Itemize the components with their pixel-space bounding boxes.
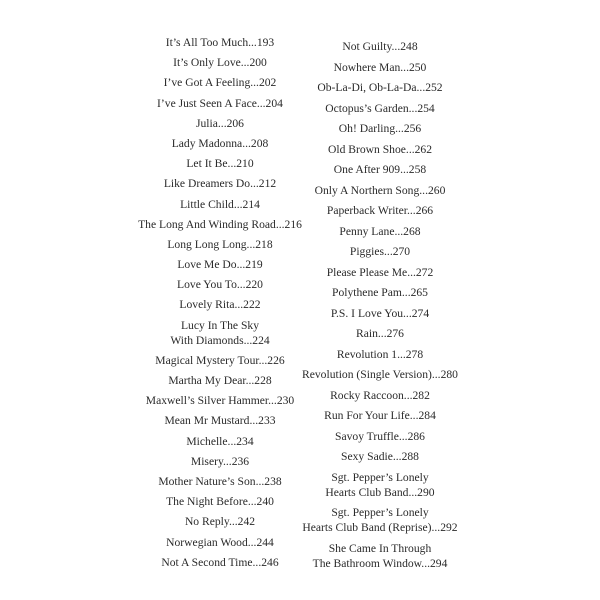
index-entry-line: The Night Before...240	[166, 495, 274, 509]
index-entry-ob-la-di-ob-la-da	[292, 80, 468, 95]
index-entry-line: Rocky Raccoon...282	[330, 388, 430, 402]
index-entry-not-guilty	[292, 39, 468, 54]
index-entry-savoy-truffle	[292, 429, 468, 444]
index-entry-revolution-1	[292, 347, 468, 362]
index-entry-line: No Reply...242	[184, 515, 256, 529]
index-entry-line: The Bathroom Window...294	[312, 556, 448, 570]
index-entry-line: Revolution 1...278	[336, 347, 424, 361]
index-entry-i-ve-got-a-feeling	[132, 75, 308, 90]
index-entry-line: The Long And Winding Road...216	[138, 217, 302, 231]
index-entry-line: I’ve Just Seen A Face...204	[157, 96, 283, 110]
index-entry-run-for-your-life	[292, 408, 468, 423]
index-entry-line: Sgt. Pepper’s Lonely	[331, 470, 429, 484]
index-entry-line: Long Long Long...218	[167, 237, 273, 251]
index-entry-line: Hearts Club Band (Reprise)...292	[302, 521, 458, 534]
index-entry-line: Little Child...214	[180, 197, 260, 211]
index-entry-line: She Came In Through	[328, 541, 432, 555]
index-entry-line: Not A Second Time...246	[161, 555, 279, 569]
index-column-left	[132, 35, 308, 570]
index-entry-piggies	[292, 244, 468, 259]
index-entry-line: Octopus’s Garden...254	[325, 101, 435, 115]
index-entry-line: It’s All Too Much...193	[165, 36, 275, 49]
index-entry-love-you-to	[132, 277, 308, 292]
index-entry-mother-nature-s-son	[132, 474, 308, 489]
index-entry-line: Run For Your Life...284	[324, 409, 436, 422]
index-entry-no-reply	[132, 514, 308, 529]
index-entry-polythene-pam	[292, 285, 468, 300]
index-entry-line: Rain...276	[356, 327, 404, 340]
index-entry-lady-madonna	[132, 136, 308, 151]
index-entry-revolution-single-version	[292, 367, 468, 382]
index-entry-line: Martha My Dear...228	[168, 374, 272, 387]
index-entry-line: Only A Northern Song...260	[314, 183, 446, 197]
index-entry-line: Let It Be...210	[186, 157, 254, 171]
index-entry-lovely-rita	[132, 297, 308, 312]
index-entry-line: Love Me Do...219	[177, 258, 263, 272]
index-entry-line: Lucy In The Sky	[180, 318, 260, 332]
index-entry-line: Julia...206	[196, 116, 244, 130]
index-entry-oh-darling	[292, 121, 468, 136]
index-entry-line: Not Guilty...248	[342, 40, 418, 53]
index-entry-rain	[292, 326, 468, 341]
index-column-right	[292, 39, 468, 571]
index-entry-line: Norwegian Wood...244	[166, 535, 274, 549]
index-entry-norwegian-wood	[132, 535, 308, 550]
index-entry-line: Paperback Writer...266	[326, 204, 434, 217]
index-entry-the-night-before	[132, 494, 308, 509]
index-entry-long-long-long	[132, 237, 308, 252]
index-entry-line: Maxwell’s Silver Hammer...230	[145, 394, 295, 408]
index-entry-paperback-writer	[292, 203, 468, 218]
index-entry-rocky-raccoon	[292, 388, 468, 403]
index-entry-i-ve-just-seen-a-face	[132, 96, 308, 111]
index-entry-line: Old Brown Shoe...262	[327, 142, 433, 156]
index-entry-line: Penny Lane...268	[339, 224, 421, 238]
index-entry-julia	[132, 116, 308, 131]
index-entry-old-brown-shoe	[292, 142, 468, 157]
index-entry-line: One After 909...258	[333, 163, 427, 176]
index-entry-nowhere-man	[292, 60, 468, 75]
index-entry-michelle	[132, 434, 308, 449]
index-entry-sexy-sadie	[292, 449, 468, 464]
index-entry-please-please-me	[292, 265, 468, 280]
index-entry-misery	[132, 454, 308, 469]
index-entry-line: Polythene Pam...265	[332, 286, 428, 299]
index-entry-line: Piggies...270	[349, 245, 411, 258]
index-entry-martha-my-dear	[132, 373, 308, 388]
index-entry-octopus-s-garden	[292, 101, 468, 116]
index-entry-p-s-i-love-you	[292, 306, 468, 321]
index-entry-line: Lady Madonna...208	[171, 136, 269, 150]
index-entry-the-long-and-winding-road	[132, 217, 308, 232]
index-entry-line: Savoy Truffle...286	[335, 429, 425, 443]
index-entry-line: It’s Only Love...200	[173, 56, 267, 70]
index-entry-like-dreamers-do	[132, 176, 308, 191]
index-entry-line: Lovely Rita...222	[179, 298, 261, 312]
index-entry-penny-lane	[292, 224, 468, 239]
index-entry-line: Sexy Sadie...288	[341, 450, 419, 463]
index-entry-line: Misery...236	[190, 454, 250, 468]
index-entry-it-s-all-too-much	[132, 35, 308, 50]
index-entry-line: Mother Nature’s Son...238	[158, 474, 282, 488]
index-entry-little-child	[132, 197, 308, 212]
index-entry-line: Mean Mr Mustard...233	[164, 414, 276, 428]
index-entry-mean-mr-mustard	[132, 413, 308, 428]
index-entry-line: I’ve Got A Feeling...202	[163, 76, 277, 90]
index-entry-line: Revolution (Single Version)...280	[302, 368, 458, 381]
index-entry-maxwell-s-silver-hammer	[132, 393, 308, 408]
index-entry-line: Sgt. Pepper’s Lonely	[331, 506, 429, 519]
index-entry-sgt-pepper-s-lonely	[292, 470, 468, 500]
index-entry-only-a-northern-song	[292, 183, 468, 198]
index-entry-line: Oh! Darling...256	[338, 122, 422, 135]
index-entry-not-a-second-time	[132, 555, 308, 570]
index-entry-love-me-do	[132, 257, 308, 272]
index-entry-line: Michelle...234	[186, 434, 254, 448]
index-entry-line: Magical Mystery Tour...226	[155, 353, 285, 367]
index-entry-line: Love You To...220	[177, 278, 263, 292]
index-entry-magical-mystery-tour	[132, 353, 308, 368]
index-entry-she-came-in-through	[292, 541, 468, 571]
index-entry-line: Please Please Me...272	[326, 265, 434, 279]
index-entry-lucy-in-the-sky	[132, 318, 308, 348]
index-entry-sgt-pepper-s-lonely	[292, 505, 468, 535]
index-entry-line: P.S. I Love You...274	[330, 306, 430, 320]
index-entry-line: Like Dreamers Do...212	[163, 177, 277, 191]
index-entry-line: Nowhere Man...250	[333, 60, 427, 74]
index-entry-one-after-909	[292, 162, 468, 177]
index-entry-line: Ob-La-Di, Ob-La-Da...252	[317, 81, 443, 94]
index-entry-it-s-only-love	[132, 55, 308, 70]
index-entry-let-it-be	[132, 156, 308, 171]
index-entry-line: With Diamonds...224	[170, 333, 270, 347]
index-entry-line: Hearts Club Band...290	[325, 485, 435, 499]
